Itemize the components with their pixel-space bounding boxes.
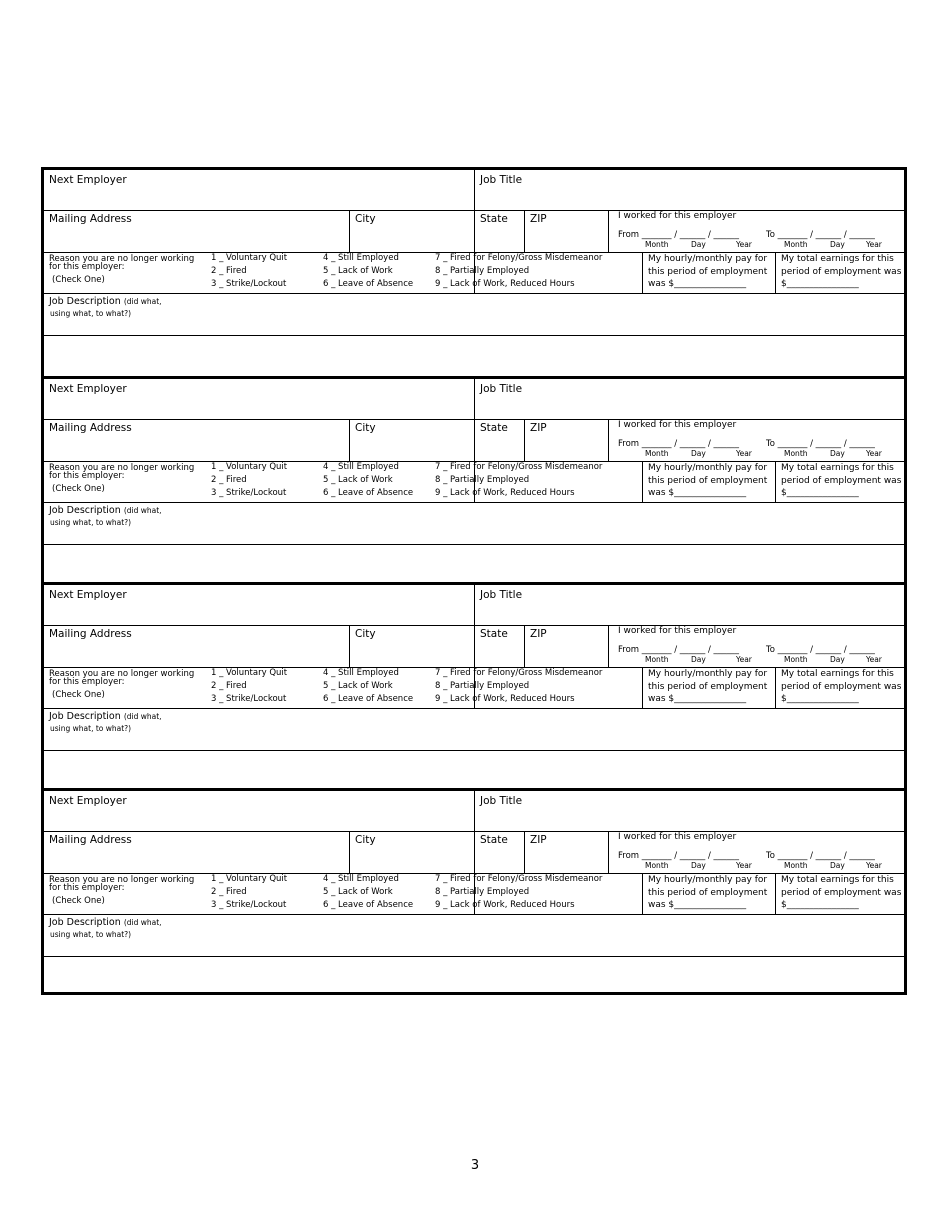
hourly-pay-label: My hourly/monthly pay for this period of employment was $________________ [648,463,768,498]
employment-dates-field[interactable] [608,625,904,666]
to-month-caption: Month [784,449,808,458]
reason-option-still-employed[interactable]: 4 _ Still Employed [323,668,399,678]
reason-label-line2: for this employer: [49,471,125,481]
total-earnings-label: My total earnings for this period of employment was $________________ [781,875,902,910]
to-date-line: To _______ / ______ / ______ [766,439,875,449]
from-year-caption: Year [736,240,752,249]
employer-block-1 [44,170,904,376]
reason-option-fired[interactable]: 2 _ Fired [211,475,247,485]
zip-field[interactable] [524,419,608,460]
total-earnings-field[interactable] [775,252,904,293]
reason-option-leave-of-absence[interactable]: 6 _ Leave of Absence [323,279,414,289]
job-description-label [49,917,162,928]
total-earnings-field[interactable] [775,873,904,914]
mailing-address-label: Mailing Address [49,422,132,434]
reason-option-voluntary-quit[interactable]: 1 _ Voluntary Quit [211,874,288,884]
reason-option-fired-felony[interactable]: 7 _ Fired for Felony/Gross Misdemeanor [435,462,603,472]
zip-field[interactable] [524,210,608,251]
job-title-label: Job Title [480,589,523,601]
hourly-pay-field[interactable] [642,667,775,708]
job-description-hint: (did what, [123,712,162,721]
reason-label-line1: Reason you are no longer working [49,463,195,473]
state-label: State [480,628,508,640]
reason-section [44,667,642,708]
to-day-caption: Day [830,449,845,458]
from-month-caption: Month [645,655,669,664]
reason-option-fired-felony[interactable]: 7 _ Fired for Felony/Gross Misdemeanor [435,253,603,263]
to-date-line: To _______ / ______ / ______ [766,230,875,240]
reason-label-line2: for this employer: [49,677,125,687]
job-description-hint-line2: using what, to what?) [50,930,132,939]
reason-option-reduced-hours[interactable]: 9 _ Lack of Work, Reduced Hours [435,279,575,289]
state-label: State [480,422,508,434]
zip-field[interactable] [524,831,608,872]
job-description-hint: (did what, [123,918,162,927]
job-title-label: Job Title [480,795,523,807]
worked-for-label: I worked for this employer [618,626,737,636]
reason-option-lack-of-work[interactable]: 5 _ Lack of Work [323,266,393,276]
reason-option-leave-of-absence[interactable]: 6 _ Leave of Absence [323,488,414,498]
state-field[interactable] [474,210,524,251]
reason-section [44,873,642,914]
worked-for-label: I worked for this employer [618,832,737,842]
total-earnings-field[interactable] [775,461,904,502]
reason-option-strike-lockout[interactable]: 3 _ Strike/Lockout [211,900,287,910]
job-description-hint: (did what, [123,297,162,306]
reason-option-partially-employed[interactable]: 8 _ Partially Employed [435,681,530,691]
reason-section [44,252,642,293]
to-day-caption: Day [830,240,845,249]
next-employer-field[interactable] [44,379,474,419]
state-field[interactable] [474,625,524,666]
job-title-field[interactable] [474,791,904,831]
to-year-caption: Year [866,861,882,870]
reason-option-still-employed[interactable]: 4 _ Still Employed [323,253,399,263]
next-employer-field[interactable] [44,585,474,625]
employer-block-3 [44,582,904,788]
zip-label: ZIP [530,422,547,434]
to-date-line: To _______ / ______ / ______ [766,851,875,861]
from-year-caption: Year [736,449,752,458]
zip-label: ZIP [530,628,547,640]
job-description-hint-line2: using what, to what?) [50,309,132,318]
state-field[interactable] [474,831,524,872]
to-day-caption: Day [830,655,845,664]
zip-field[interactable] [524,625,608,666]
reason-label-line3: (Check One) [52,896,105,906]
reason-option-fired-felony[interactable]: 7 _ Fired for Felony/Gross Misdemeanor [435,668,603,678]
reason-label-line1: Reason you are no longer working [49,875,195,885]
to-month-caption: Month [784,655,808,664]
reason-option-fired-felony[interactable]: 7 _ Fired for Felony/Gross Misdemeanor [435,874,603,884]
city-field[interactable] [349,625,474,666]
from-day-caption: Day [691,655,706,664]
reason-label-line1: Reason you are no longer working [49,669,195,679]
from-month-caption: Month [645,240,669,249]
hourly-pay-field[interactable] [642,461,775,502]
from-date-line: From _______ / ______ / ______ [618,645,740,655]
next-employer-field[interactable] [44,791,474,831]
job-title-label: Job Title [480,174,523,186]
job-description-hint: (did what, [123,506,162,515]
reason-label-line3: (Check One) [52,484,105,494]
job-title-field[interactable] [474,585,904,625]
job-title-field[interactable] [474,379,904,419]
job-description-title: Job Description [49,505,121,516]
employment-history-form [41,167,907,995]
reason-section [44,461,642,502]
reason-option-reduced-hours[interactable]: 9 _ Lack of Work, Reduced Hours [435,694,575,704]
job-description-title: Job Description [49,711,121,722]
reason-option-lack-of-work[interactable]: 5 _ Lack of Work [323,475,393,485]
job-description-label [49,711,162,722]
hourly-pay-label: My hourly/monthly pay for this period of employment was $________________ [648,254,768,289]
reason-option-strike-lockout[interactable]: 3 _ Strike/Lockout [211,694,287,704]
reason-option-partially-employed[interactable]: 8 _ Partially Employed [435,475,530,485]
reason-option-reduced-hours[interactable]: 9 _ Lack of Work, Reduced Hours [435,900,575,910]
hourly-pay-label: My hourly/monthly pay for this period of employment was $________________ [648,669,768,704]
from-day-caption: Day [691,449,706,458]
mailing-address-label: Mailing Address [49,213,132,225]
reason-option-voluntary-quit[interactable]: 1 _ Voluntary Quit [211,253,288,263]
job-description-title: Job Description [49,917,121,928]
reason-label-line2: for this employer: [49,883,125,893]
state-label: State [480,213,508,225]
total-earnings-field[interactable] [775,667,904,708]
reason-label-line3: (Check One) [52,275,105,285]
mailing-address-field[interactable] [44,831,349,872]
reason-option-strike-lockout[interactable]: 3 _ Strike/Lockout [211,279,287,289]
employment-dates-field[interactable] [608,210,904,251]
worked-for-label: I worked for this employer [618,420,737,430]
city-label: City [355,213,376,225]
job-description-title: Job Description [49,296,121,307]
to-month-caption: Month [784,861,808,870]
reason-label-line3: (Check One) [52,690,105,700]
mailing-address-label: Mailing Address [49,628,132,640]
job-description-label [49,296,162,307]
from-month-caption: Month [645,449,669,458]
employer-block-2 [44,376,904,582]
next-employer-label: Next Employer [49,589,127,601]
from-date-line: From _______ / ______ / ______ [618,230,740,240]
reason-option-fired[interactable]: 2 _ Fired [211,681,247,691]
city-field[interactable] [349,210,474,251]
state-field[interactable] [474,419,524,460]
reason-option-lack-of-work[interactable]: 5 _ Lack of Work [323,681,393,691]
from-year-caption: Year [736,861,752,870]
next-employer-label: Next Employer [49,174,127,186]
hourly-pay-label: My hourly/monthly pay for this period of employment was $________________ [648,875,768,910]
city-field[interactable] [349,831,474,872]
mailing-address-field[interactable] [44,210,349,251]
reason-option-partially-employed[interactable]: 8 _ Partially Employed [435,887,530,897]
city-label: City [355,628,376,640]
reason-option-strike-lockout[interactable]: 3 _ Strike/Lockout [211,488,287,498]
reason-option-partially-employed[interactable]: 8 _ Partially Employed [435,266,530,276]
reason-option-voluntary-quit[interactable]: 1 _ Voluntary Quit [211,668,288,678]
reason-option-leave-of-absence[interactable]: 6 _ Leave of Absence [323,900,414,910]
zip-label: ZIP [530,213,547,225]
total-earnings-label: My total earnings for this period of employment was $________________ [781,463,902,498]
mailing-address-field[interactable] [44,419,349,460]
job-description-hint-line2: using what, to what?) [50,518,132,527]
reason-option-still-employed[interactable]: 4 _ Still Employed [323,874,399,884]
mailing-address-label: Mailing Address [49,834,132,846]
to-year-caption: Year [866,449,882,458]
job-description-label [49,505,162,516]
worked-for-label: I worked for this employer [618,211,737,221]
from-day-caption: Day [691,861,706,870]
employment-dates-field[interactable] [608,831,904,872]
mailing-address-field[interactable] [44,625,349,666]
reason-option-fired[interactable]: 2 _ Fired [211,266,247,276]
to-year-caption: Year [866,655,882,664]
from-date-line: From _______ / ______ / ______ [618,851,740,861]
from-date-line: From _______ / ______ / ______ [618,439,740,449]
employment-dates-field[interactable] [608,419,904,460]
job-title-label: Job Title [480,383,523,395]
job-description-hint-line2: using what, to what?) [50,724,132,733]
next-employer-field[interactable] [44,170,474,210]
from-year-caption: Year [736,655,752,664]
city-field[interactable] [349,419,474,460]
total-earnings-label: My total earnings for this period of employment was $________________ [781,254,902,289]
from-day-caption: Day [691,240,706,249]
to-day-caption: Day [830,861,845,870]
reason-option-voluntary-quit[interactable]: 1 _ Voluntary Quit [211,462,288,472]
employer-block-4 [44,788,904,994]
zip-label: ZIP [530,834,547,846]
page-number: 3 [470,1158,480,1173]
reason-option-reduced-hours[interactable]: 9 _ Lack of Work, Reduced Hours [435,488,575,498]
to-month-caption: Month [784,240,808,249]
to-year-caption: Year [866,240,882,249]
reason-label-line1: Reason you are no longer working [49,254,195,264]
city-label: City [355,422,376,434]
hourly-pay-field[interactable] [642,873,775,914]
reason-option-leave-of-absence[interactable]: 6 _ Leave of Absence [323,694,414,704]
next-employer-label: Next Employer [49,795,127,807]
job-title-field[interactable] [474,170,904,210]
to-date-line: To _______ / ______ / ______ [766,645,875,655]
hourly-pay-field[interactable] [642,252,775,293]
next-employer-label: Next Employer [49,383,127,395]
reason-option-still-employed[interactable]: 4 _ Still Employed [323,462,399,472]
state-label: State [480,834,508,846]
reason-label-line2: for this employer: [49,262,125,272]
from-month-caption: Month [645,861,669,870]
city-label: City [355,834,376,846]
reason-option-lack-of-work[interactable]: 5 _ Lack of Work [323,887,393,897]
total-earnings-label: My total earnings for this period of employment was $________________ [781,669,902,704]
reason-option-fired[interactable]: 2 _ Fired [211,887,247,897]
